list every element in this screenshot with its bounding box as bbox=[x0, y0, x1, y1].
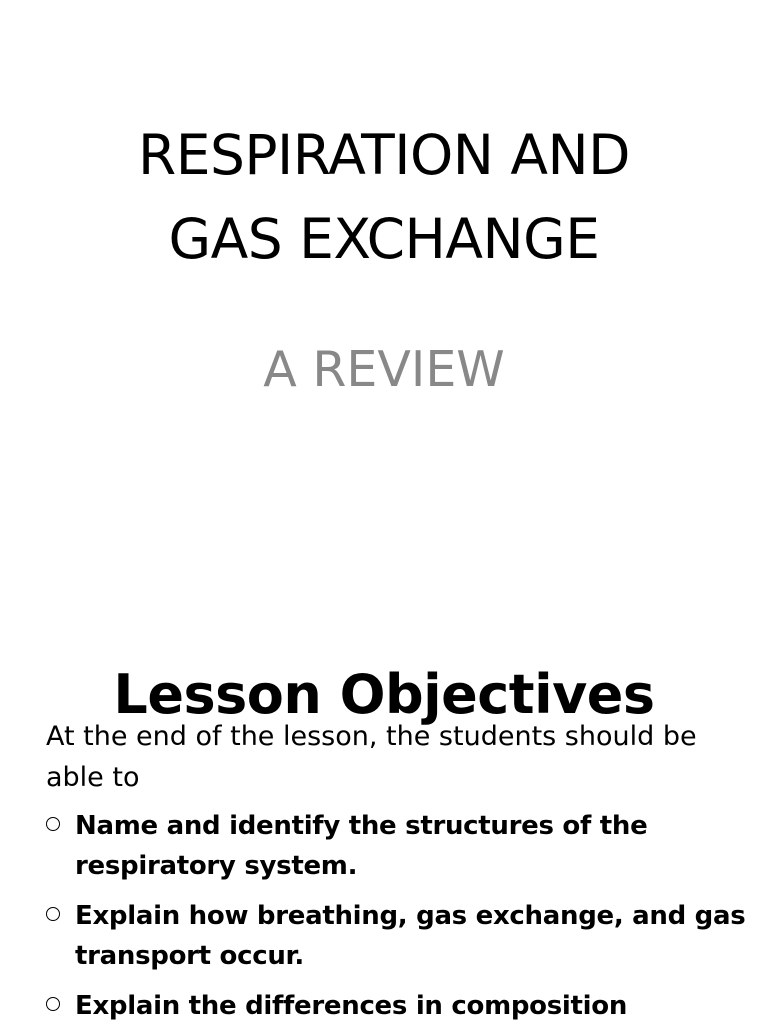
objective-text: Name and identify the structures of the respiratory system. bbox=[75, 811, 648, 881]
presentation-subtitle: A REVIEW bbox=[263, 341, 505, 398]
objectives-heading: Lesson Objectives bbox=[113, 662, 655, 726]
objective-item bbox=[46, 896, 746, 976]
circle-bullet-icon bbox=[46, 817, 60, 831]
objective-item bbox=[46, 806, 746, 886]
objectives-slide bbox=[0, 560, 768, 1024]
objective-text: Explain how breathing, gas exchange, and gas transport occur. bbox=[75, 901, 746, 971]
objective-item bbox=[46, 986, 746, 1026]
circle-bullet-icon bbox=[46, 907, 60, 921]
objectives-list bbox=[46, 806, 746, 1036]
objective-text: Explain the differences in composition bbox=[75, 991, 628, 1021]
presentation-title bbox=[0, 113, 768, 281]
circle-bullet-icon bbox=[46, 997, 60, 1011]
objectives-intro: At the end of the lesson, the students should be able to bbox=[46, 721, 697, 793]
title-line-1: RESPIRATION AND bbox=[138, 122, 630, 187]
title-line-2: GAS EXCHANGE bbox=[168, 206, 600, 271]
